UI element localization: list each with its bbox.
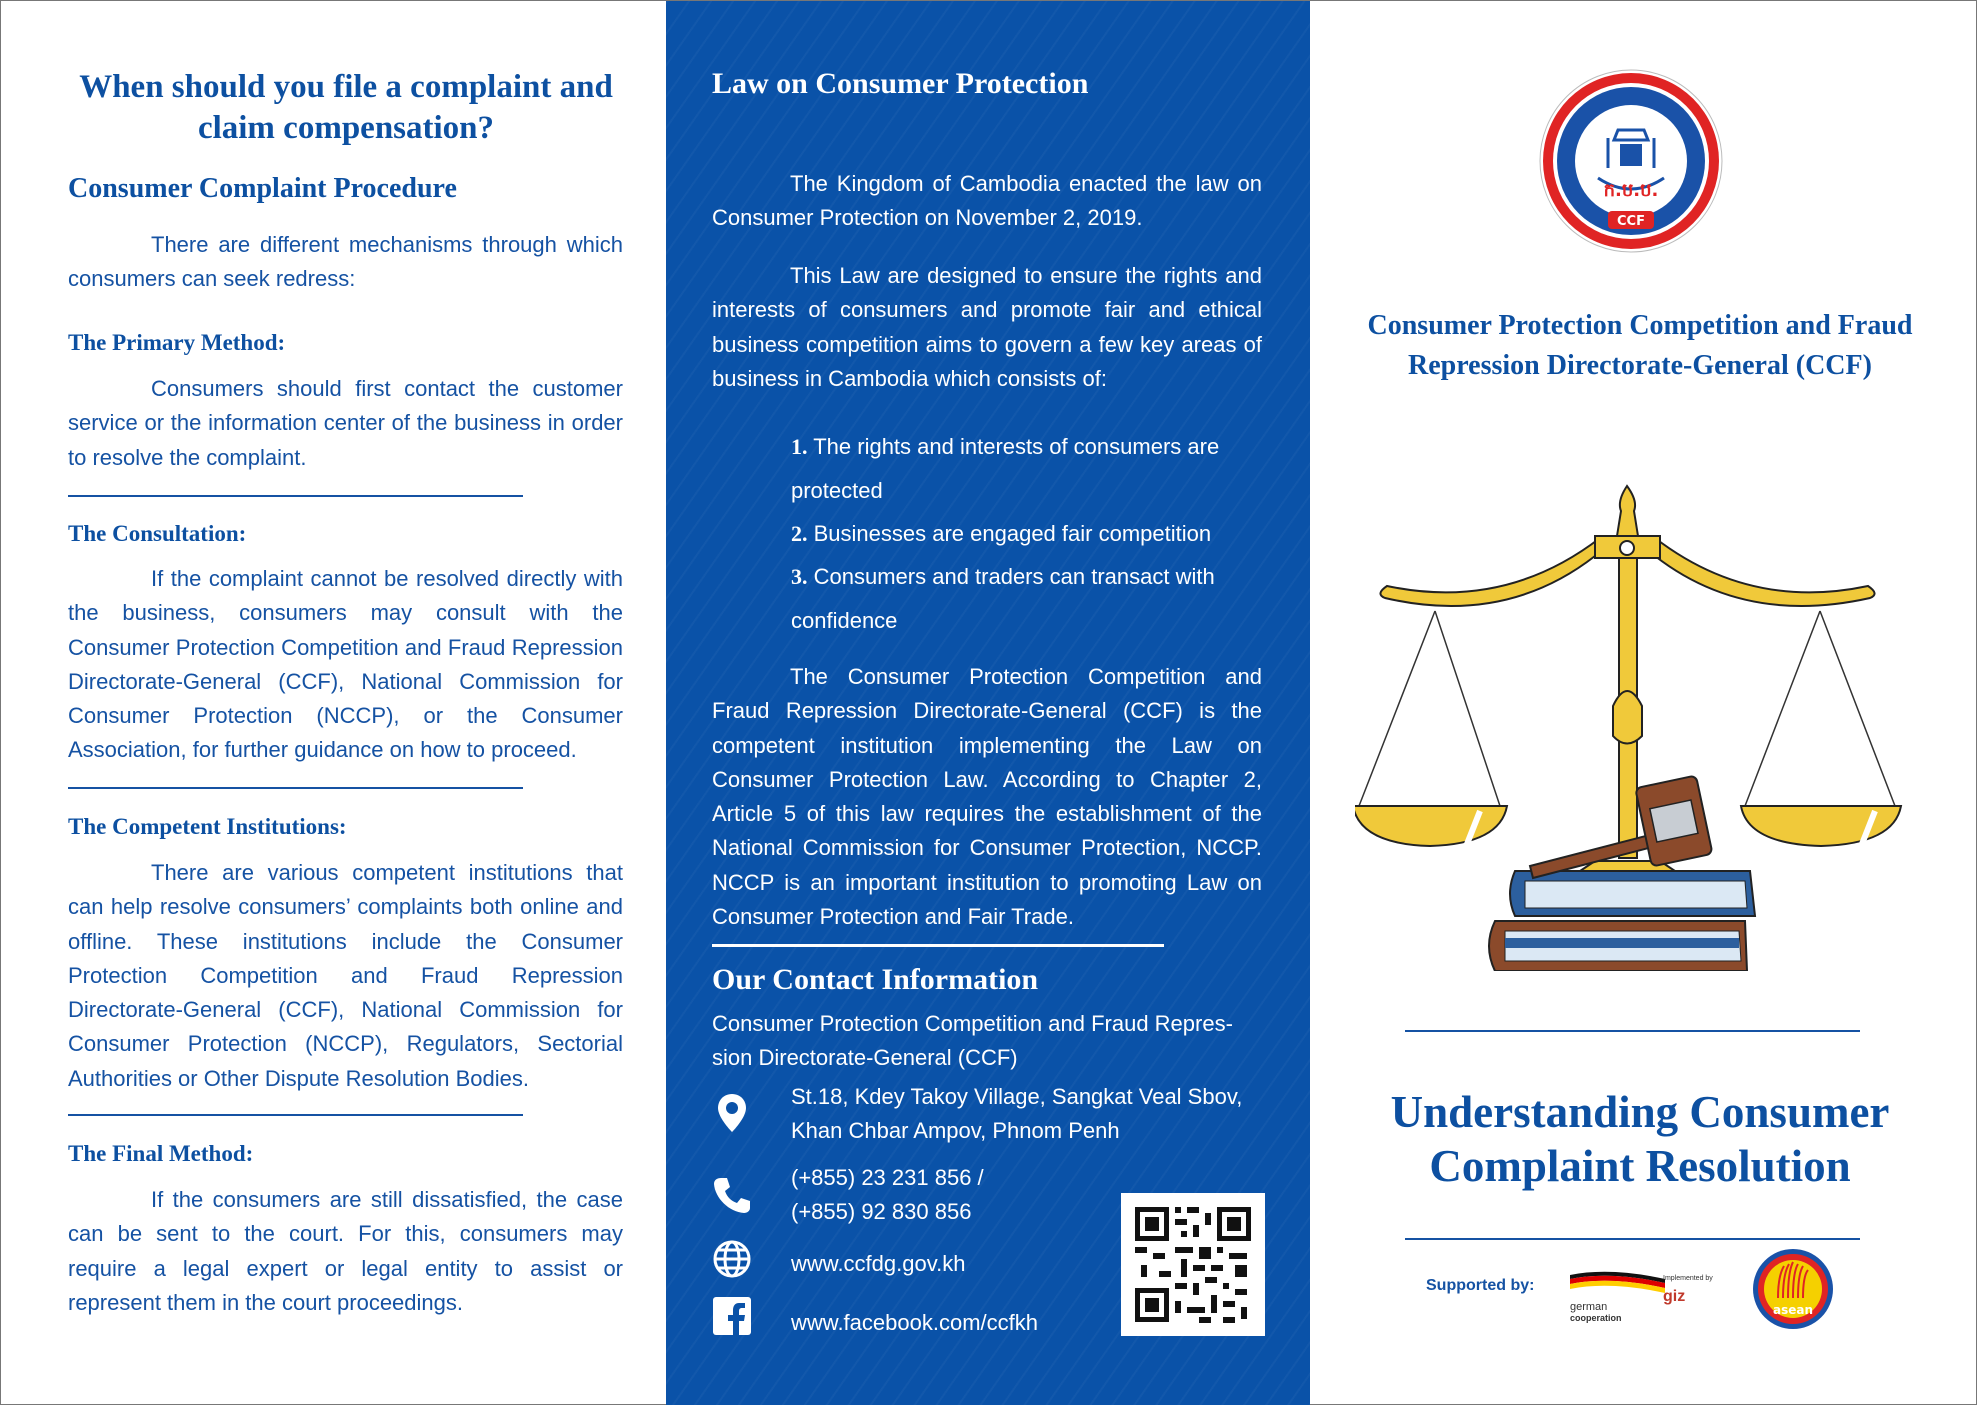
consultation-text: If the complaint cannot be resolved directly with the business, consumers may consult with the Consumer Protection Competition and Fraud Repression Directorate-General (CCF), National Commission for Consumer Protection (NCCP), or the Consumer Association, for further guidance on how to proceed.: [68, 566, 623, 763]
section-divider: [68, 1114, 523, 1116]
list-number: 3.: [791, 564, 808, 589]
giz-logo: [1663, 1275, 1733, 1315]
website-link[interactable]: www.ccfdg.gov.kh: [791, 1251, 966, 1276]
location-pin-icon: [712, 1092, 752, 1132]
contact-organization: Consumer Protection Competition and Fraud Repres-sion Directorate-General (CCF): [712, 1011, 1233, 1071]
final-method-title: The Final Method:: [68, 1141, 254, 1166]
giz-text: giz: [1663, 1288, 1686, 1305]
list-item: [791, 512, 1261, 556]
procedure-title: Consumer Complaint Procedure: [68, 173, 457, 204]
phone-icon: [712, 1175, 752, 1215]
german-text: german: [1570, 1301, 1608, 1313]
right-panel: [1310, 1, 1977, 1405]
list-text: The rights and interests of consumers are protected: [791, 434, 1220, 503]
section-divider: [68, 495, 523, 497]
address-line-1: St.18, Kdey Takoy Village, Sangkat Veal Sbov,: [791, 1084, 1243, 1109]
title-divider-top: [1405, 1030, 1860, 1032]
logo-khmer-text: ក.ប.ប.: [1603, 180, 1659, 201]
competent-institutions-text: There are various competent institutions that can help resolve consumers’ complaints both online and offline. These institutions include the Consumer Protection Competition and Fraud Repression Directorate-General (CCF), National Commission for Consumer Protection (NCCP), Regulators, Sectorial Authorities or Other Dispute Resolution Bodies.: [68, 860, 623, 1091]
complaint-heading: When should you file a complaint and claim compensation?: [79, 69, 613, 146]
facebook-link[interactable]: www.facebook.com/ccfkh: [791, 1310, 1038, 1335]
list-item: [791, 425, 1261, 512]
asean-text: asean: [1772, 1303, 1814, 1317]
law-paragraph-1: The Kingdom of Cambodia enacted the law on Consumer Protection on November 2, 2019.: [712, 171, 1262, 231]
qr-code[interactable]: [1121, 1193, 1265, 1336]
cooperation-text: cooperation: [1570, 1313, 1622, 1323]
list-text: Businesses are engaged fair competition: [813, 521, 1212, 546]
facebook-icon: [712, 1296, 752, 1336]
list-item: [791, 555, 1261, 642]
primary-method-text: Consumers should first contact the customer service or the information center of the business in order to resolve the complaint.: [68, 376, 623, 470]
organization-name: Consumer Protection Competition and Fraud Repression Directorate-General (CCF): [1367, 310, 1913, 381]
procedure-intro: There are different mechanisms through which consumers can seek redress:: [68, 232, 623, 292]
address-row: [712, 1080, 1282, 1152]
phone-line-2[interactable]: (+855) 92 830 856: [791, 1199, 972, 1224]
competent-institutions-title: The Competent Institutions:: [68, 814, 347, 839]
logo-badge-text: CCF: [1617, 214, 1645, 229]
contact-divider: [712, 944, 1164, 947]
contact-title: Our Contact Information: [712, 963, 1039, 996]
ccf-logo-icon: [1538, 68, 1724, 254]
scales-of-justice-illustration: [1355, 476, 1915, 971]
section-divider: [68, 787, 523, 789]
phone-line-1[interactable]: (+855) 23 231 856 /: [791, 1165, 984, 1190]
list-text: Consumers and traders can transact with confidence: [791, 564, 1215, 633]
list-number: 1.: [791, 434, 808, 459]
german-cooperation-logo: [1570, 1269, 1665, 1321]
implemented-by-text: Implemented by: [1663, 1275, 1713, 1282]
law-title: Law on Consumer Protection: [712, 67, 1089, 100]
primary-method-title: The Primary Method:: [68, 330, 286, 355]
left-panel: [1, 1, 666, 1405]
supported-by-label: Supported by:: [1426, 1277, 1535, 1294]
consultation-title: The Consultation:: [68, 521, 247, 546]
final-method-text: If the consumers are still dissatisfied, the case can be sent to the court. For this, consumers may require a legal expert or legal entity to assist or represent them in the court proceedings.: [68, 1187, 623, 1315]
asean-logo-icon: [1752, 1248, 1834, 1330]
law-paragraph-2: This Law are designed to ensure the rights and interests of consumers and promote fair and ethical business competition aims to govern a few key areas of business in Cambodia which consists of:: [712, 263, 1262, 391]
globe-icon: [712, 1239, 752, 1279]
list-number: 2.: [791, 521, 808, 546]
address-line-2: Khan Chbar Ampov, Phnom Penh: [791, 1118, 1120, 1143]
title-divider-bottom: [1405, 1238, 1860, 1240]
law-paragraph-3: The Consumer Protection Competition and Fraud Repression Directorate-General (CCF) is the competent institution implementing the Law on Consumer Protection Law. According to Chapter 2, Article 5 of this law requires the establishment of the National Commission for Consumer Protection, NCCP. NCCP is an important institution to promoting Law on Consumer Protection and Fair Trade.: [712, 664, 1262, 930]
german-flag-icon: [1570, 1269, 1665, 1297]
qr-code-icon: [1121, 1193, 1265, 1336]
brochure-title: Understanding Consumer Complaint Resolution: [1390, 1087, 1890, 1191]
